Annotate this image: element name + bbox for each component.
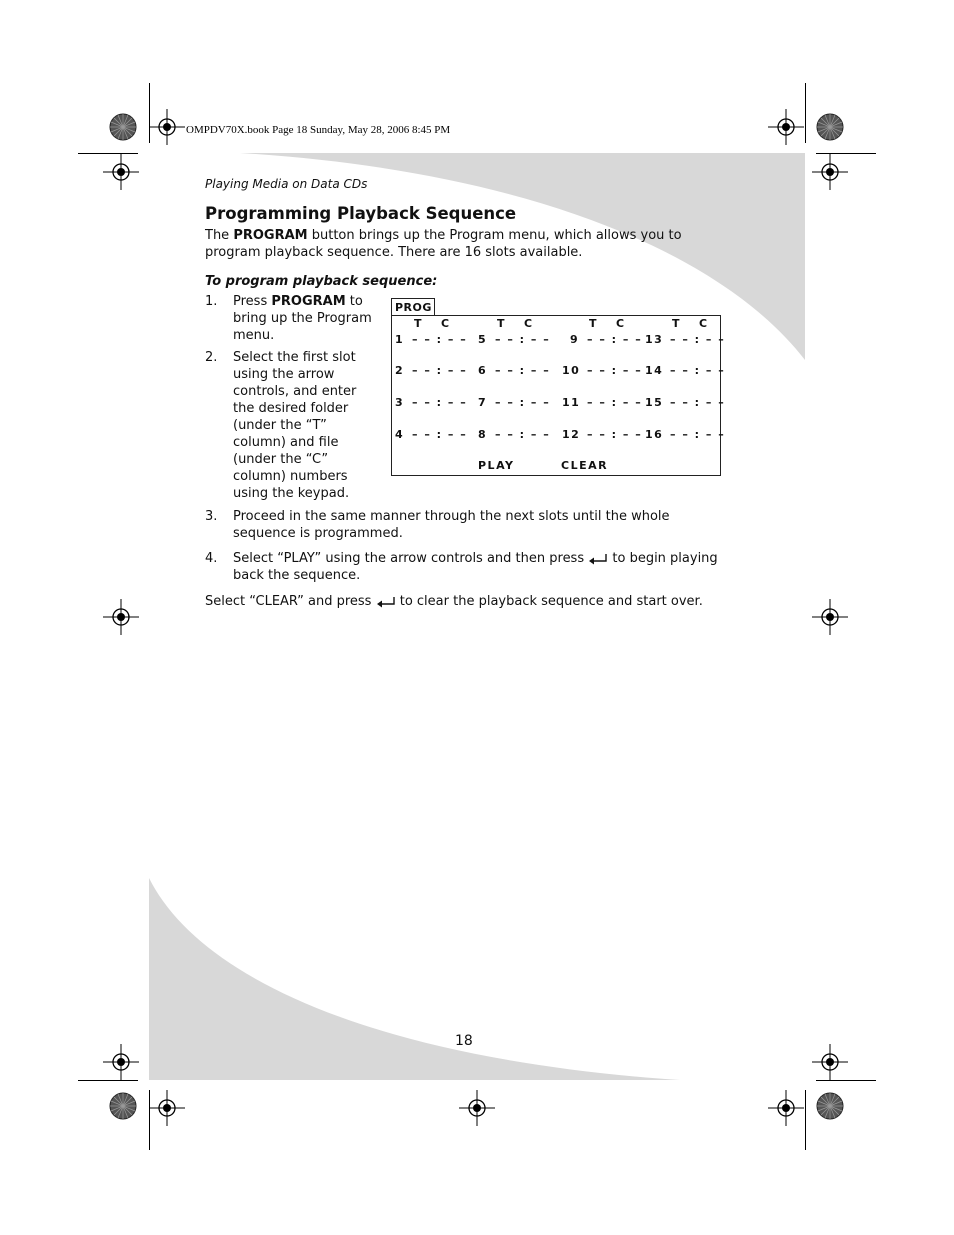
enter-return-icon xyxy=(588,553,608,565)
osd-slot-value: – – : – – xyxy=(412,396,468,409)
osd-slot-value: – – : – – xyxy=(495,428,551,441)
osd-header-t: T xyxy=(589,317,599,330)
osd-header-c: C xyxy=(524,317,534,330)
osd-slot-value: – – : – – xyxy=(670,396,726,409)
osd-slot-value: – – : – – xyxy=(587,428,643,441)
osd-slot-value: – – : – – xyxy=(495,396,551,409)
osd-slot-value: – – : – – xyxy=(670,428,726,441)
osd-slot-number: 4 xyxy=(395,428,405,441)
osd-header-t: T xyxy=(672,317,682,330)
osd-header-c: C xyxy=(699,317,709,330)
osd-slot-number: 5 xyxy=(478,333,488,346)
osd-header-t: T xyxy=(414,317,424,330)
osd-play-option: PLAY xyxy=(478,459,515,472)
osd-header-t: T xyxy=(497,317,507,330)
osd-slot-value: – – : – – xyxy=(412,364,468,377)
osd-slot-value: – – : – – xyxy=(587,333,643,346)
enter-return-icon xyxy=(376,596,396,608)
osd-slot-value: – – : – – xyxy=(495,364,551,377)
section-title: Programming Playback Sequence xyxy=(205,204,517,223)
closing-note: Select “CLEAR” and press to clear the playback sequence and start over. xyxy=(205,594,703,609)
osd-slot-value: – – : – – xyxy=(587,396,643,409)
osd-slot-number: 13 xyxy=(645,333,664,346)
page-number: 18 xyxy=(455,1033,473,1049)
osd-slot-number: 2 xyxy=(395,364,405,377)
intro-line-1: The PROGRAM button brings up the Program menu, which allows you to xyxy=(205,228,682,243)
osd-slot-number: 12 xyxy=(562,428,581,441)
osd-slot-number: 16 xyxy=(645,428,664,441)
osd-slot-value: – – : – – xyxy=(587,364,643,377)
print-slug: OMPDV70X.book Page 18 Sunday, May 28, 2006 8:45 PM xyxy=(186,124,451,136)
osd-prog-tab: PROG xyxy=(391,298,435,316)
osd-slot-number: 15 xyxy=(645,396,664,409)
osd-slot-number: 11 xyxy=(562,396,581,409)
osd-slot-number: 10 xyxy=(562,364,581,377)
osd-slot-number: 9 xyxy=(570,333,580,346)
osd-header-c: C xyxy=(616,317,626,330)
osd-slot-number: 14 xyxy=(645,364,664,377)
osd-clear-option: CLEAR xyxy=(561,459,609,472)
running-head: Playing Media on Data CDs xyxy=(205,177,368,191)
osd-slot-number: 7 xyxy=(478,396,488,409)
intro-line-2: program playback sequence. There are 16 slots available. xyxy=(205,245,583,260)
osd-slot-number: 6 xyxy=(478,364,488,377)
osd-slot-number: 8 xyxy=(478,428,488,441)
osd-header-c: C xyxy=(441,317,451,330)
osd-slot-value: – – : – – xyxy=(412,333,468,346)
osd-slot-value: – – : – – xyxy=(670,333,726,346)
osd-slot-number: 1 xyxy=(395,333,405,346)
osd-slot-number: 3 xyxy=(395,396,405,409)
procedure-title: To program playback sequence: xyxy=(205,274,438,289)
osd-slot-value: – – : – – xyxy=(495,333,551,346)
osd-slot-value: – – : – – xyxy=(412,428,468,441)
osd-slot-value: – – : – – xyxy=(670,364,726,377)
